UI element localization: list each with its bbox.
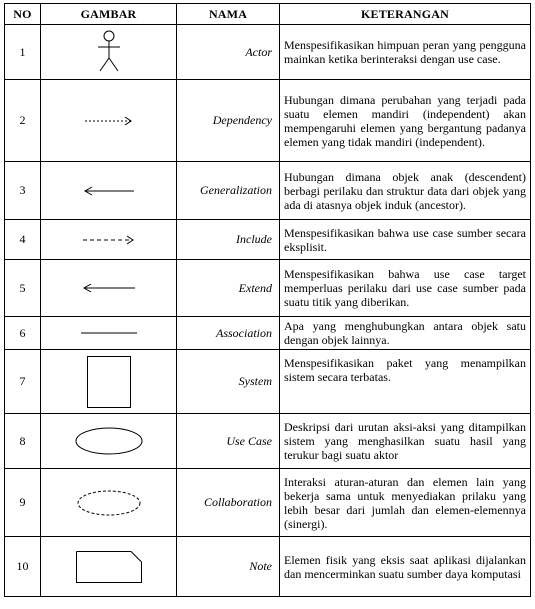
table-row xyxy=(5,260,531,317)
row-number: 9 xyxy=(5,469,41,537)
row-nama: Use Case xyxy=(177,414,280,469)
row-nama: Generalization xyxy=(177,162,280,220)
row-number: 4 xyxy=(5,220,41,260)
row-nama: Dependency xyxy=(177,80,280,162)
row-number: 1 xyxy=(5,25,41,80)
row-keterangan: Menspesifikasikan paket yang menampilkan sistem secara terbatas. xyxy=(280,350,531,414)
row-keterangan: Interaksi aturan-aturan dan elemen lain yang bekerja sama untuk menyediakan prilaku yang lebih besar dari jumlah dan elemen-elemennya (sinergi). xyxy=(280,469,531,537)
row-keterangan: Hubungan dimana perubahan yang terjadi pada suatu elemen mandiri (independent) akan mempengaruhi elemen yang bergantung padanya elemen yang tidak mandiri (independent). xyxy=(280,80,531,162)
header-nama: NAMA xyxy=(177,4,280,25)
table-row xyxy=(5,162,531,220)
row-nama: Extend xyxy=(177,260,280,317)
note-icon xyxy=(75,550,143,584)
use-case-ellipse-icon xyxy=(74,426,144,456)
row-keterangan: Apa yang menghubungkan antara objek satu dengan objek lainnya. xyxy=(280,317,531,350)
row-nama: Note xyxy=(177,537,280,597)
row-number: 2 xyxy=(5,80,41,162)
table-row xyxy=(5,537,531,597)
extend-arrow-icon xyxy=(82,282,136,294)
row-keterangan: Menspesifikasikan himpuan peran yang pengguna mainkan ketika berinteraksi dengan use case. xyxy=(280,25,531,80)
row-keterangan: Deskripsi dari urutan aksi-aksi yang ditampilkan sistem yang menghasilkan suatu hasil yang terukur bagi suatu aktor xyxy=(280,414,531,469)
table-row xyxy=(5,350,531,414)
row-keterangan: Elemen fisik yang eksis saat aplikasi dijalankan dan mencerminkan suatu sumber daya komputasi xyxy=(280,537,531,597)
row-number: 10 xyxy=(5,537,41,597)
header-no: NO xyxy=(5,4,41,25)
row-keterangan: Menspesifikasikan bahwa use case target memperluas perilaku dari use case sumber pada suatu titik yang diberikan. xyxy=(280,260,531,317)
row-keterangan: Hubungan dimana objek anak (descendent) berbagi perilaku dan struktur data dari objek yang ada di atasnya objek induk (ancestor). xyxy=(280,162,531,220)
generalization-arrow-icon xyxy=(83,185,135,197)
row-nama: System xyxy=(177,350,280,414)
actor-icon xyxy=(94,30,124,74)
collaboration-ellipse-icon xyxy=(76,488,142,518)
table-row xyxy=(5,220,531,260)
row-number: 5 xyxy=(5,260,41,317)
table-row xyxy=(5,80,531,162)
system-box-icon xyxy=(86,355,132,409)
row-number: 8 xyxy=(5,414,41,469)
row-nama: Include xyxy=(177,220,280,260)
row-number: 7 xyxy=(5,350,41,414)
row-nama: Association xyxy=(177,317,280,350)
table-row xyxy=(5,414,531,469)
header-keterangan: KETERANGAN xyxy=(280,4,531,25)
include-arrow-icon xyxy=(82,234,136,246)
association-line-icon xyxy=(81,330,137,336)
uml-symbol-table xyxy=(4,3,531,597)
dependency-arrow-icon xyxy=(84,115,134,127)
row-keterangan: Menspesifikasikan bahwa use case sumber secara eksplisit. xyxy=(280,220,531,260)
header-row xyxy=(5,4,531,25)
row-number: 3 xyxy=(5,162,41,220)
row-nama: Actor xyxy=(177,25,280,80)
table-row xyxy=(5,317,531,350)
table-row xyxy=(5,469,531,537)
header-gambar: GAMBAR xyxy=(41,4,177,25)
row-nama: Collaboration xyxy=(177,469,280,537)
row-number: 6 xyxy=(5,317,41,350)
table-row xyxy=(5,25,531,80)
